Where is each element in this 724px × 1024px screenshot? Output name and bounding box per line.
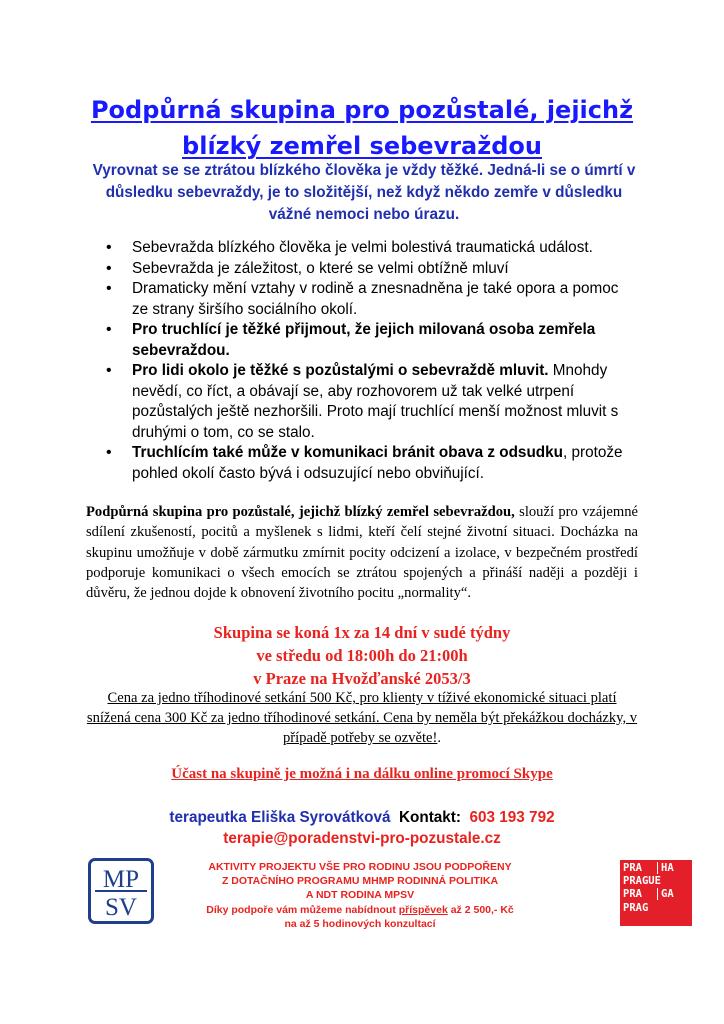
schedule [86,621,638,690]
skype-note: Účast na skupině je možná i na dálku online promocí Skype [171,766,553,782]
mpsv-logo-graphic [91,861,151,921]
svg-text:SV: SV [105,894,137,921]
group-description: Podpůrná skupina pro pozůstalé, jejichž blízký zemřel sebevraždou, slouží pro vzájemné sdílení zkušeností, pocitů a myšlenek s lidmi, kteří čelí stejné životní situaci. Docházka na skupinu umožňuje v době zármutku zmírnit pocity odcizení a izolace, v bezpečném prostředí podporuje komunikaci o všech emocích se ztrátou spojených a přináší naději a později i důvěru, že jednou dojde k obnovení životního pocitu „normality“. [86,504,638,602]
title-line-1: Podpůrná skupina pro pozůstalé, jejichž [90,96,634,124]
list-item: • Pro truchlící je těžké přijmout, že jejich milovaná osoba zemřela sebevraždou. [104,320,624,361]
contact-block [86,807,638,849]
list-item: • Sebevražda je záležitost, o které se velmi obtížně mluví [104,259,624,280]
title-line-2: blízký zemřel sebevraždou [182,132,542,160]
schedule-line-3: v Praze na Hvožďanské 2053/3 [253,669,471,688]
contact-label: Kontakt: [398,809,462,826]
page-title [80,92,644,164]
email-link[interactable]: terapie@poradenstvi-pro-pozustale.cz [223,830,501,847]
praha-logo: PRA HA PRAGUE PRA GA PRAG [620,860,692,926]
phone-number[interactable]: 603 193 792 [469,809,555,826]
schedule-line-2: ve středu od 18:00h do 21:00h [256,646,468,665]
bullet-list [104,238,624,484]
funding-note: AKTIVITY PROJEKTU VŠE PRO RODINU JSOU PODPOŘENY Z DOTAČNÍHO PROGRAMU MHMP RODINNÁ POLITIKA A NDT RODINA MPSV Díky podpoře vám můžeme nabídnout příspěvek až 2 500,- Kč na až 5 hodinových konzultací [206,861,514,930]
subtitle: Vyrovnat se se ztrátou blízkého člověka je vždy těžké. Jedná-li se o úmrtí v důsledku sebevraždy, je to složitější, než když někdo zemře v důsledku vážné nemoci nebo úrazu. [92,162,636,223]
list-item: • Sebevražda blízkého člověka je velmi bolestivá traumatická událost. [104,238,624,259]
schedule-line-1: Skupina se koná 1x za 14 dní v sudé týdny [213,623,511,642]
therapist-name: terapeutka Eliška Syrovátková [169,809,391,826]
svg-text:MP: MP [102,866,140,893]
list-item: • Pro lidi okolo je těžké s pozůstalými o sebevraždě mluvit. Mnohdy nevědí, co říct, a obávají se, aby rozhovorem už tak velké utrpení pozůstalých ještě nezhoršili. Proto mají truchlící menší možnost mluvit s druhými o tom, co se stalo. [104,361,624,443]
price-info: Cena za jedno tříhodinové setkání 500 Kč, pro klienty v tíživé ekonomické situaci platí snížená cena 300 Kč za jedno tříhodinové setkání. Cena by neměla být překážkou docházky, v případě potřeby se ozvěte!. [86,690,638,746]
list-item: • Dramaticky mění vztahy v rodině a znesnadněna je také opora a pomoc ze strany širšího sociálního okolí. [104,279,624,320]
list-item: • Truchlícím také může v komunikaci bránit obava z odsudku, protože pohled okolí často bývá i odsuzující nebo obviňující. [104,443,624,484]
mpsv-logo [88,858,154,924]
